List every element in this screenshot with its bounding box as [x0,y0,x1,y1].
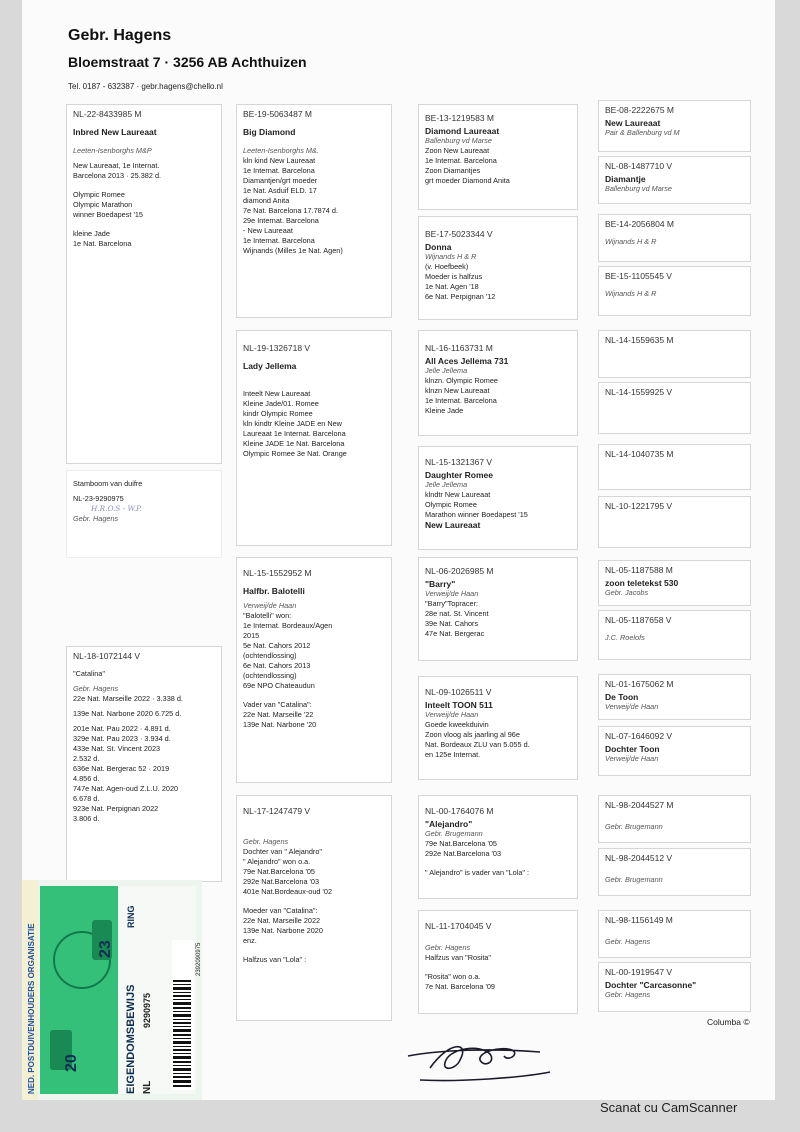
signature [400,1020,560,1090]
gp-line: (v. Hoefbeek) [425,262,469,271]
subject-ring: NL-22-8433985 M [73,109,142,119]
ggp-ring: BE-14-2056804 M [605,219,674,229]
ggp-sub: J.C. Roelofs [605,633,645,642]
dam-dam-owner: Gebr. Hagens [243,837,289,846]
gp-line: Wijnands H & R [425,252,477,261]
gp-ring: NL-15-1321367 V [425,457,493,467]
ggp-ring: NL-00-1919547 V [605,967,673,977]
grandparent-box [418,104,578,210]
dam-sire-line: 2015 [243,631,260,640]
handwritten-note: H.R.O.S - W.P. [91,504,142,513]
sire-line: kln kind New Laureaat [243,156,316,165]
gp-line: klnzn New Laureaat [425,386,490,395]
gp-line: Zoon Diamantjes [425,166,481,175]
breeder-name: Gebr. Hagens [68,27,172,44]
ggp-name: New Laureaat [605,118,661,128]
gp-line: 39e Nat. Cahors [425,619,479,628]
subject-breeder: Leeten-Isenborghs M&P [73,146,152,155]
subject-line: Olympic Marathon [73,200,133,209]
grandparent-box [418,330,578,436]
gp-line: Ballenburg vd Marse [425,136,492,145]
gp-line: Verweij/de Haan [425,710,479,719]
subject-line: New Laureaat, 1e Internat. [73,161,160,170]
ownership-card [22,880,202,1100]
ggp-ring: NL-05-1187658 V [605,615,672,625]
dam-side-box [66,646,222,882]
dam-dam-line: 292e Nat.Barcelona '03 [243,877,320,886]
dam-sire-line: 6e Nat. Cahors 2013 [243,661,311,670]
gp-line: 6e Nat. Perpignan '12 [425,292,496,301]
ggp-sub: Verweij/de Haan [605,702,659,711]
ggp-box [598,496,751,548]
dam-line: kindr Olympic Romee [243,409,313,418]
dam-sire-line: 139e Nat. Narbone '20 [243,720,317,729]
gp-line: 47e Nat. Bergerac [425,629,485,638]
dam-side-line: 329e Nat. Pau 2023 · 3.934 d. [73,734,171,743]
dam-side-line: 201e Nat. Pau 2022 · 4.891 d. [73,724,171,733]
ggp-box [598,910,751,958]
ggp-box [598,382,751,434]
pedigree-label: Stamboom van duifre [73,479,143,488]
dam-line: Inteelt New Laureaat [243,389,311,398]
dam-dam-line: Dochter van " Alejandro" [243,847,323,856]
ggp-box [598,266,751,316]
dam-side-line: 3.806 d. [73,814,100,823]
ggp-box [598,610,751,660]
ggp-ring: BE-08-2222675 M [605,105,674,115]
subject-line: 1e Nat. Barcelona [73,239,132,248]
dam-dam-line: 401e Nat.Bordeaux-oud '02 [243,887,333,896]
subject-name: Inbred New Laureaat [73,127,157,137]
dam-side-line: 139e Nat. Narbone 2020 6.725 d. [73,709,182,718]
ggp-name: zoon teletekst 530 [605,578,679,588]
ggp-name: Dochter "Carcasonne" [605,980,697,990]
dam-sire-line: (ochtendlossing) [243,651,297,660]
gp-line: Kleine Jade [425,406,464,415]
ggp-ring: NL-08-1487710 V [605,161,673,171]
dam-sire-box [236,557,392,783]
gp-ring: NL-09-1026511 V [425,687,492,697]
gp-name: Inteelt TOON 511 [425,700,493,710]
dam-line: Olympic Romee 3e Nat. Orange [243,449,347,458]
gp-line: Gebr. Hagens [425,943,471,952]
grandparent-box [418,676,578,780]
subject-line: winner Boedapest '15 [73,210,143,219]
gp-name: Donna [425,242,452,252]
sire-line: 1e Nat. Asduif ELD. 17 [243,186,317,195]
dam-ring: NL-19-1326718 V [243,343,311,353]
gp-name: Daughter Romee [425,470,494,480]
ggp-sub: Gebr. Jacobs [605,588,649,597]
dam-line: Laureaat 1e Internat. Barcelona [243,429,346,438]
card-ring-label: RING [126,905,136,928]
gp-line: en 125e Internat. [425,750,481,759]
grandparent-box [418,910,578,1014]
dam-side-line: 923e Nat. Perpignan 2022 [73,804,159,813]
ggp-box [598,726,751,776]
ggp-sub: Wijnands H & R [605,289,657,298]
dam-side-ring: NL-18-1072144 V [73,651,141,661]
pedigree-note-box [66,470,222,558]
breeder-address: Bloemstraat 7 · 3256 AB Achthuizen [68,54,307,70]
dam-line: Kleine JADE 1e Nat. Barcelona [243,439,345,448]
scanner-watermark: Scanat cu CamScanner [600,1100,738,1115]
ggp-box [598,674,751,720]
sire-box [236,104,392,318]
dam-side-line: 636e Nat. Bergerac 52 · 2019 [73,764,170,773]
sire-line: 7e Nat. Barcelona 17.7874 d. [243,206,338,215]
dam-side-owner: Gebr. Hagens [73,684,119,693]
ggp-box [598,100,751,152]
gp-line: "Barry"Topracer: [425,599,479,608]
dam-dam-line: enz. [243,936,257,945]
gp-line: 79e Nat.Barcelona '05 [425,839,497,848]
card-year-right: 23 [97,940,114,958]
ggp-box [598,330,751,378]
ggp-sub: Gebr. Brugemann [605,875,663,884]
gp-line: grt moeder Diamond Anita [425,176,510,185]
ggp-ring: NL-98-1156149 M [605,915,673,925]
gp-ring: NL-16-1163731 M [425,343,493,353]
dam-sire-line: (ochtendlossing) [243,671,297,680]
gp-note: " Alejandro" is vader van "Lola" : [425,868,530,877]
sire-line: Wijnands (Milles 1e Nat. Agen) [243,246,343,255]
gp-ring: NL-11-1704045 V [425,921,492,931]
card-country: NL [142,1080,153,1094]
ggp-sub: Gebr. Hagens [605,990,651,999]
dam-dam-line: 22e Nat. Marseille 2022 [243,916,321,925]
gp-line: 7e Nat. Barcelona '09 [425,982,495,991]
grandparent-box [418,557,578,661]
dam-sire-line: 5e Nat. Cahors 2012 [243,641,311,650]
dam-sire-line: 1e Internat. Bordeaux/Agen [243,621,333,630]
dam-box [236,330,392,546]
ggp-sub: Wijnands H & R [605,237,657,246]
dam-side-line: 747e Nat. Agen-oud Z.L.U. 2020 [73,784,179,793]
dam-sire-ring: NL-15-1552952 M [243,568,312,578]
dam-dam-line: 139e Nat. Narbone 2020 [243,926,323,935]
gp-line: Jelle Jellema [425,366,468,375]
dam-sire-line: Vader van "Catalina": [243,700,312,709]
gp-line: 1e Nat. Agen '18 [425,282,479,291]
ggp-sub: Pair & Ballenburg vd M [605,128,680,137]
ggp-ring: NL-14-1559925 V [605,387,673,397]
sire-line: 29e Internat. Barcelona [243,216,319,225]
ggp-box [598,214,751,262]
dam-dam-line: Halfzus van "Lola" : [243,955,307,964]
dam-sire-line: "Balotelli" won: [243,611,292,620]
dam-dam-line: Moeder van "Catalina": [243,906,318,915]
ggp-box [598,560,751,606]
ggp-box [598,795,751,843]
card-number: 9290975 [142,992,152,1028]
gp-ring: NL-06-2026985 M [425,566,494,576]
ggp-ring: NL-07-1646092 V [605,731,673,741]
dam-sire-line: 69e NPO Chateaudun [243,681,315,690]
ggp-box [598,156,751,204]
gp-line: Jelle Jellema [425,480,468,489]
subject-line: Olympic Romee [73,190,125,199]
dam-side-name: "Catalina" [73,669,105,678]
card-year-left: 20 [63,1054,80,1072]
gp-name: All Aces Jellema 731 [425,356,509,366]
sire-line: Diamantjen/grt moeder [243,176,318,185]
dam-side-line: 6.678 d. [73,794,100,803]
gp-line: 1e Internat. Barcelona [425,156,497,165]
grandparent-box [418,795,578,899]
ggp-ring: NL-14-1040735 M [605,449,674,459]
dam-dam-box [236,795,392,1021]
gp-name: Diamond Laureaat [425,126,500,136]
gp-ring: BE-13-1219583 M [425,113,494,123]
gp-line: klndtr New Laureaat [425,490,491,499]
dam-line: kln kindtr Kleine JADE en New [243,419,342,428]
gp-line: Halfzus van "Rosita" [425,953,492,962]
ggp-sub: Gebr. Hagens [605,937,651,946]
dam-line: Kleine Jade/01. Romee [243,399,319,408]
ggp-box [598,444,751,490]
gp-ring: NL-00-1764076 M [425,806,494,816]
gp-line: "Rosita" won o.a. [425,972,481,981]
gp-name: "Barry" [425,579,456,589]
grandparent-box [418,216,578,320]
gp-line: klnzn. Olympic Romee [425,376,498,385]
ggp-name: De Toon [605,692,639,702]
gp-line: Moeder is halfzus [425,272,483,281]
ggp-sub: Ballenburg vd Marse [605,184,672,193]
gp-name: "Alejandro" [425,819,473,829]
dam-dam-line: 79e Nat.Barcelona '05 [243,867,315,876]
gp-line: Olympic Romee [425,500,477,509]
dam-dam-line: " Alejandro" won o.a. [243,857,311,866]
columba-mark: Columba © [707,1017,750,1027]
gp-line: 292e Nat.Barcelona '03 [425,849,502,858]
dam-side-line: 2.532 d. [73,754,100,763]
gp-line: 1e Internat. Barcelona [425,396,497,405]
subject-line: Barcelona 2013 · 25.382 d. [73,171,162,180]
sire-line: - New Laureaat [243,226,293,235]
dam-name: Lady Jellema [243,361,297,371]
pedigree-owner: Gebr. Hagens [73,514,119,523]
sire-ring: BE-19-5063487 M [243,109,312,119]
gp-line: Marathon winner Boedapest '15 [425,510,528,519]
subject-line: kleine Jade [73,229,110,238]
sire-line: 1e Internat. Barcelona [243,236,315,245]
ggp-ring: BE-15-1105545 V [605,271,672,281]
gp-line: Goede kweekduivin [425,720,489,729]
gp-line: Verweij/de Haan [425,589,479,598]
gp-line: New Laureaat [425,520,481,530]
sire-name: Big Diamond [243,127,296,137]
ggp-ring: NL-10-1221795 V [605,501,673,511]
ggp-ring: NL-01-1675062 M [605,679,674,689]
gp-line: Zoon New Laureaat [425,146,490,155]
subject-box [66,104,222,464]
gp-line: 28e nat. St. Vincent [425,609,489,618]
ggp-sub: Verweij/de Haan [605,754,659,763]
dam-side-line: 4.856 d. [73,774,100,783]
ggp-box [598,962,751,1012]
pedigree-ring: NL-23-9290975 [73,494,124,503]
ggp-ring: NL-14-1559635 M [605,335,674,345]
ggp-sub: Gebr. Brugemann [605,822,663,831]
dam-sire-breeder: Verweij/de Haan [243,601,297,610]
ggp-name: Dochter Toon [605,744,660,754]
card-title: EIGENDOMSBEWIJS [125,984,137,1094]
breeder-contact: Tel. 0187 - 632387 · gebr.hagens@chello.nl [68,82,223,91]
dam-dam-ring: NL-17-1247479 V [243,806,311,816]
ggp-ring: NL-05-1187588 M [605,565,673,575]
sire-line: 1e Internat. Barcelona [243,166,315,175]
gp-ring: BE-17-5023344 V [425,229,493,239]
gp-line: Nat. Bordeaux ZLU van 5.055 d. [425,740,530,749]
dam-sire-line: 22e Nat. Marseille '22 [243,710,314,719]
grandparent-box [418,446,578,550]
gp-line: Gebr. Brugemann [425,829,483,838]
dam-side-line: 433e Nat. St. Vincent 2023 [73,744,161,753]
dam-sire-name: Halfbr. Balotelli [243,586,305,596]
ggp-name: Diamantje [605,174,646,184]
ggp-ring: NL-98-2044512 V [605,853,673,863]
sire-line: diamond Anita [243,196,290,205]
sire-breeder: Leeten-Isenborghs M&. [243,146,319,155]
barcode-number: 2392090975 [196,942,202,976]
ggp-box [598,848,751,896]
card-org: NED. POSTDUIVENHOUDERS ORGANISATIE [27,923,36,1094]
dam-side-line: 22e Nat. Marseille 2022 · 3.338 d. [73,694,183,703]
ggp-ring: NL-98-2044527 M [605,800,674,810]
gp-line: Zoon vloog als jaarling al 96e [425,730,520,739]
